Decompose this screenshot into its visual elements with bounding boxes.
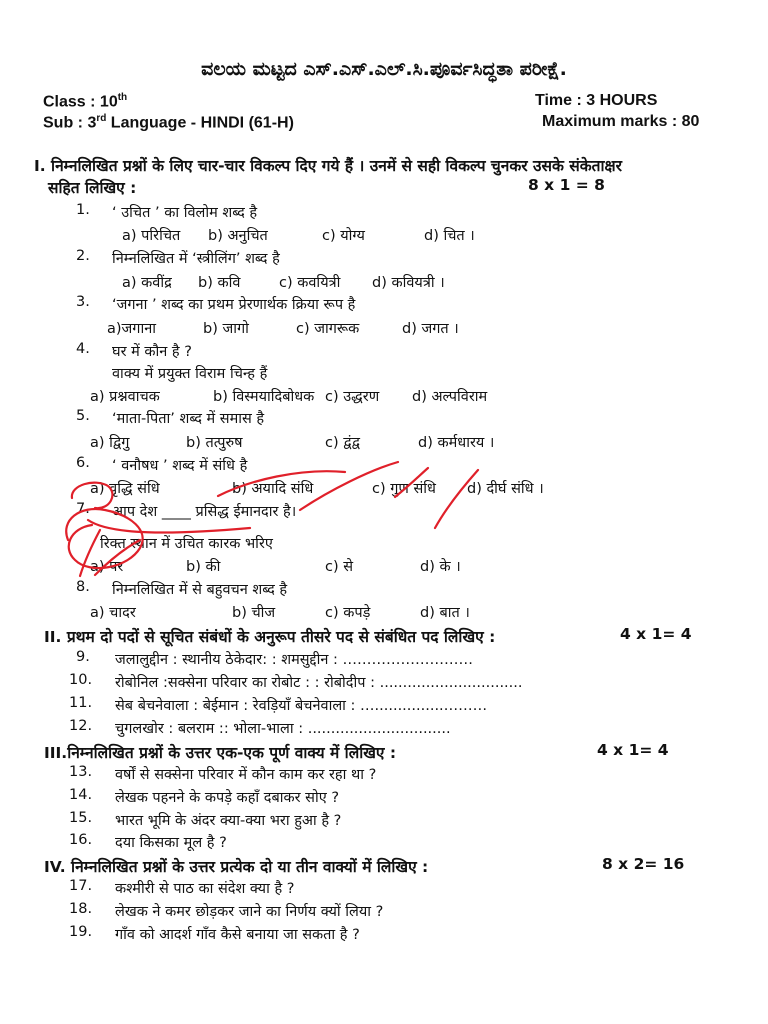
question-number: 10. xyxy=(69,672,93,688)
option-c: c) उद्धरण xyxy=(325,389,380,405)
question-number: 3. xyxy=(76,294,90,310)
question-text: ‘जगना ’ शब्द का प्रथम प्रेरणार्थक क्रिया रूप है xyxy=(112,297,356,313)
option-c: c) जागरूक xyxy=(296,321,360,337)
section2-heading: II. प्रथम दो पदों से सूचित संबंधों के अनुरूप तीसरे पद से संबंधित पद लिखिए : xyxy=(44,628,496,646)
class-sup: th xyxy=(117,92,128,103)
question-text: ‘ उचित ’ का विलोम शब्द है xyxy=(112,205,258,221)
class-label xyxy=(43,92,127,111)
question-number: 7. xyxy=(76,501,90,517)
option-b: b) की xyxy=(186,559,221,575)
option-d: d) के । xyxy=(420,559,461,575)
option-b: b) जागो xyxy=(203,321,249,337)
option-d: d) बात । xyxy=(420,605,470,621)
question-text: लेखक पहनने के कपड़े कहाँ दबाकर सोए ? xyxy=(115,790,340,806)
section1-marks: 8 x 1 = 8 xyxy=(528,176,605,194)
question-number: 11. xyxy=(69,695,93,711)
section4-heading: IV. निम्नलिखित प्रश्नों के उत्तर प्रत्येक दो या तीन वाक्यों में लिखिए : xyxy=(44,858,429,876)
pen-scribble xyxy=(88,520,250,533)
section4-marks: 8 x 2= 16 xyxy=(602,855,685,873)
option-d: d) अल्पविराम xyxy=(412,389,488,405)
option-b: b) अयादि संधि xyxy=(232,481,314,497)
question-text: ‘ वनौषध ’ शब्द में संधि है xyxy=(112,458,248,474)
question-text: सेब बेचनेवाला : बेईमान : रेवड़ियाँ बेचनेवाला : …...............……… xyxy=(115,698,488,714)
question-text: लेखक ने कमर छोड़कर जाने का निर्णय क्यों लिया ? xyxy=(115,904,384,920)
question-number: 8. xyxy=(76,579,90,595)
question-number: 14. xyxy=(69,787,93,803)
option-c: c) द्वंद्व xyxy=(325,435,360,451)
section3-heading: III.निम्नलिखित प्रश्नों के उत्तर एक-एक पूर्ण वाक्य में लिखिए : xyxy=(44,744,397,762)
option-d: d) कवियत्री । xyxy=(372,275,445,291)
section3-marks: 4 x 1= 4 xyxy=(597,741,669,759)
subject-rest: Language - HINDI (61-H) xyxy=(106,114,294,132)
section1-heading-line2: सहित लिखिए : xyxy=(48,179,137,197)
section2-marks: 4 x 1= 4 xyxy=(620,625,692,643)
option-b: b) तत्पुरुष xyxy=(186,435,243,451)
question-text: ‘माता-पिता’ शब्द में समास है xyxy=(112,411,265,427)
max-marks-label: Maximum marks : 80 xyxy=(542,113,700,130)
question-text: घर में कौन है ? xyxy=(112,344,192,360)
option-a: a) परिचित xyxy=(122,228,181,244)
option-b: b) अनुचित xyxy=(208,228,268,244)
question-text: आप देश ____ प्रसिद्ध ईमानदार है। xyxy=(112,504,297,520)
question-number: 12. xyxy=(69,718,93,734)
question-text: दया किसका मूल है ? xyxy=(115,835,227,851)
option-a: a) पर xyxy=(90,559,124,575)
question-subtext: वाक्य में प्रयुक्त विराम चिन्ह हैं xyxy=(112,366,268,382)
question-number: 17. xyxy=(69,878,93,894)
option-d: d) जगत । xyxy=(402,321,459,337)
question-number: 13. xyxy=(69,764,93,780)
time-label: Time : 3 HOURS xyxy=(535,92,658,109)
question-number: 4. xyxy=(76,341,90,357)
question-number: 1. xyxy=(76,202,90,218)
question-number: 6. xyxy=(76,455,90,471)
option-b: b) कवि xyxy=(198,275,241,291)
question-text: वर्षों से सक्सेना परिवार में कौन काम कर रहा था ? xyxy=(115,767,377,783)
option-b: b) विस्मयादिबोधक xyxy=(213,389,315,405)
question-text: चुगलखोर : बलराम :: भोला-भाला : ............................... xyxy=(115,721,451,737)
subject-prefix: Sub : 3 xyxy=(43,114,97,132)
section1-heading-line1: I. निम्नलिखित प्रश्नों के लिए चार-चार विकल्प दिए गये हैं । उनमें से सही विकल्प चुनकर उसके संकेताक्षर xyxy=(34,157,622,175)
question-text: जलालुद्दीन : स्थानीय ठेकेदार: : शमसुद्दीन : ……………………… xyxy=(115,652,473,668)
option-d: d) कर्मधारय । xyxy=(418,435,495,451)
question-text: कश्मीरी से पाठ का संदेश क्या है ? xyxy=(115,881,295,897)
option-a: a) प्रश्नवाचक xyxy=(90,389,160,405)
question-number: 16. xyxy=(69,832,93,848)
question-text: गाँव को आदर्श गाँव कैसे बनाया जा सकता है ? xyxy=(115,927,360,943)
question-number: 2. xyxy=(76,248,90,264)
option-a: a) चादर xyxy=(90,605,136,621)
option-c: c) से xyxy=(325,559,354,575)
option-a: a) कवींद्र xyxy=(122,275,172,291)
question-number: 18. xyxy=(69,901,93,917)
option-c: c) गुण संधि xyxy=(372,481,436,497)
option-a: a) द्विगु xyxy=(90,435,130,451)
option-c: c) कपड़े xyxy=(325,605,371,621)
option-a: a)जगाना xyxy=(107,321,157,337)
option-d: d) चित । xyxy=(424,228,475,244)
question-subtext: रिक्त स्थान में उचित कारक भरिए xyxy=(100,536,273,552)
question-number: 5. xyxy=(76,408,90,424)
question-text: भारत भूमि के अंदर क्या-क्या भरा हुआ है ? xyxy=(115,813,342,829)
paper-title: ವಲಯ ಮಟ್ಟದ ಎಸ್.ಎಸ್.ಎಲ್.ಸಿ.ಪೂರ್ವಸಿದ್ಧತಾ ಪರೀಕ್ಷೆ. xyxy=(201,58,567,80)
question-text: रोबोनिल :सक्सेना परिवार का रोबोट : : रोबोदीप : ............................... xyxy=(115,675,523,691)
question-text: निम्नलिखित में ‘स्त्रीलिंग’ शब्द है xyxy=(112,251,280,267)
class-text: Class : 10 xyxy=(43,93,118,111)
question-number: 9. xyxy=(76,649,90,665)
option-a: a) वृद्धि संधि xyxy=(90,481,160,497)
question-text: निम्नलिखित में से बहुवचन शब्द है xyxy=(112,582,288,598)
question-number: 19. xyxy=(69,924,93,940)
option-d: d) दीर्घ संधि । xyxy=(467,481,544,497)
subject-sup: rd xyxy=(96,113,107,124)
option-c: c) योग्य xyxy=(322,228,365,244)
subject-label xyxy=(43,113,294,132)
question-number: 15. xyxy=(69,810,93,826)
option-b: b) चीज xyxy=(232,605,276,621)
option-c: c) कवयित्री xyxy=(279,275,341,291)
